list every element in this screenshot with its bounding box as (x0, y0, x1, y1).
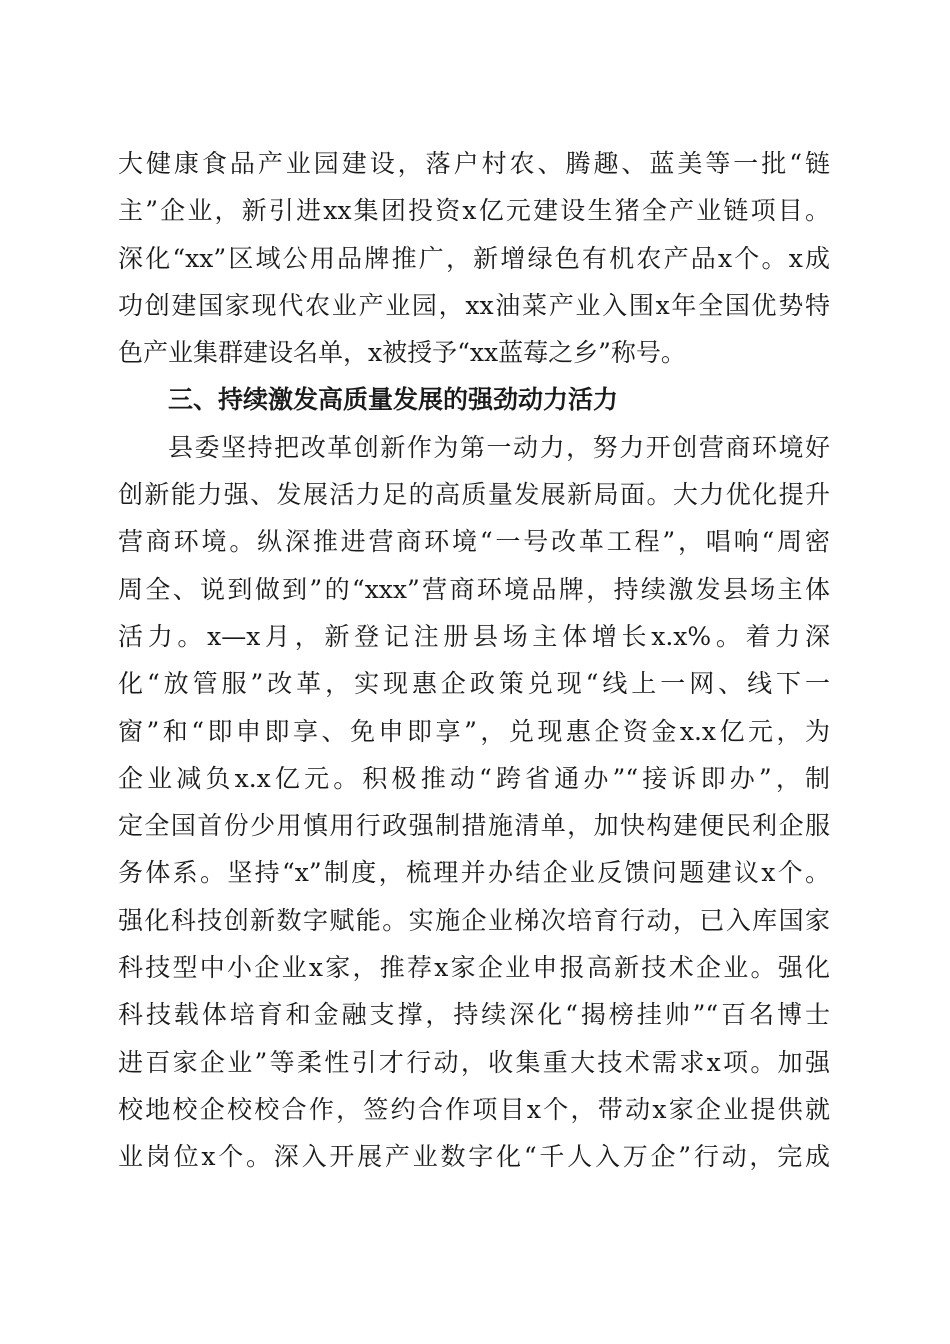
document-body (118, 140, 830, 1181)
paragraph-line: 主”企业，新引进xx集团投资x亿元建设生猪全产业链项目。 (118, 196, 830, 226)
paragraph-line: 深化“xx”区域公用品牌推广，新增绿色有机农产品x个。x成 (118, 243, 830, 273)
paragraph-line: 化“放管服”改革，实现惠企政策兑现“线上一网、线下一 (118, 669, 830, 699)
paragraph-line: 周全、说到做到”的“xxx”营商环境品牌，持续激发县场主体 (118, 574, 830, 604)
paragraph-line: 窗”和“即申即享、免申即享”，兑现惠企资金x.x亿元，为 (118, 716, 830, 746)
paragraph-line: 色产业集群建设名单，x被授予“xx蓝莓之乡”称号。 (118, 338, 686, 368)
section-heading: 三、持续激发高质量发展的强劲动力活力 (168, 385, 619, 415)
paragraph-line: 科技载体培育和金融支撑，持续深化“揭榜挂帅”“百名博士 (118, 1000, 830, 1030)
paragraph-line: 校地校企校校合作，签约合作项目x个，带动x家企业提供就 (118, 1094, 830, 1124)
paragraph-line: 科技型中小企业x家，推荐x家企业申报高新技术企业。强化 (118, 953, 830, 983)
paragraph-line: 强化科技创新数字赋能。实施企业梯次培育行动，已入库国家 (118, 905, 830, 935)
paragraph-line: 企业减负x.x亿元。积极推动“跨省通办”“接诉即办”，制 (118, 763, 830, 793)
paragraph-line: 业岗位x个。深入开展产业数字化“千人入万企”行动，完成 (118, 1142, 830, 1172)
paragraph-line: 县委坚持把改革创新作为第一动力，努力开创营商环境好 (168, 432, 830, 462)
paragraph-line: 大健康食品产业园建设，落户村农、腾趣、蓝美等一批“链 (118, 149, 830, 178)
paragraph-line: 活力。x—x月，新登记注册县场主体增长x.x%。着力深 (118, 621, 830, 651)
paragraph-line: 功创建国家现代农业产业园，xx油菜产业入围x年全国优势特 (118, 290, 830, 320)
paragraph-line: 进百家企业”等柔性引才行动，收集重大技术需求x项。加强 (118, 1047, 830, 1077)
paragraph-line: 定全国首份少用慎用行政强制措施清单，加快构建便民利企服 (118, 811, 830, 841)
paragraph-line: 营商环境。纵深推进营商环境“一号改革工程”，唱响“周密 (118, 527, 830, 557)
paragraph-line: 务体系。坚持“x”制度，梳理并办结企业反馈问题建议x个。 (118, 858, 830, 888)
paragraph-line: 创新能力强、发展活力足的高质量发展新局面。大力优化提升 (118, 480, 830, 510)
